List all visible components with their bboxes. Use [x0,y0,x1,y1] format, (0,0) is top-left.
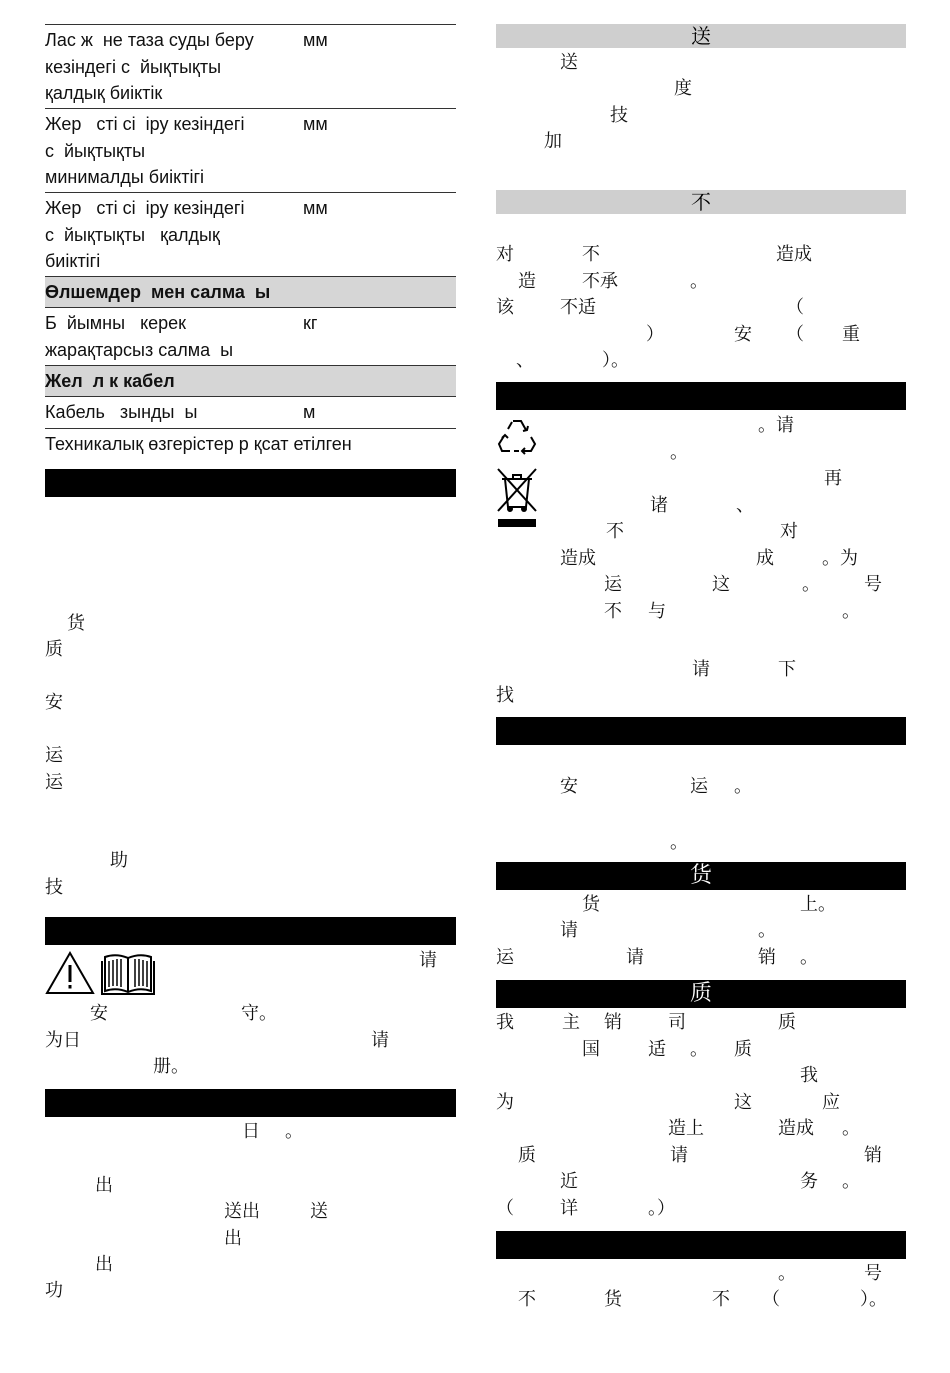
text-fragment: 送 [310,1201,328,1222]
text-fragment: 近 [560,1171,578,1192]
text-fragment: 找 [496,685,514,706]
text-fragment: 、 [736,495,754,516]
text-fragment: 主 [562,1012,580,1033]
spec-row-residual-height [45,24,456,109]
text-fragment: 不 [606,521,624,542]
text-fragment: 。） [648,1198,675,1219]
text-fragment: 运 [496,947,514,968]
section-bar-intro [45,469,456,497]
spec-label: Б йымны керек жарақтарсыз салма ы [45,313,234,360]
text-fragment: 。 [734,776,752,797]
spec-unit: кг [303,313,318,333]
text-fragment: 货 [582,894,600,915]
spec-row-min-height [45,108,456,193]
section-bar-send: 送 [496,24,906,48]
text-fragment: 安 [45,692,63,713]
text-fragment: （ [786,324,804,345]
text-fragment: 这 [712,574,730,595]
spec-row-weight [45,307,456,366]
section-bar-transport [496,717,906,745]
text-fragment: 我 [496,1012,514,1033]
spec-label: Жер сті сі іру кезіндегі с йықтықты қалдық биіктігі [45,198,245,271]
text-fragment: 号 [864,1263,882,1284]
text-fragment: 。 [802,574,820,595]
text-fragment: （ [496,1198,514,1219]
text-fragment: 安 [90,1003,108,1024]
text-fragment: 不 [518,1289,536,1310]
text-fragment: 度 [674,78,692,99]
text-fragment: 技 [45,877,63,898]
section-bar-cargo: 货 [496,862,906,890]
text-fragment: 请 [371,1030,389,1051]
text-fragment: 。 [800,947,818,968]
spec-label: Жер сті сі іру кезіндегі с йықтықты минималды биіктігі [45,114,245,187]
text-fragment: 销 [864,1145,882,1166]
spec-unit: м [303,402,316,422]
text-fragment: 销 [604,1012,622,1033]
text-fragment: 。 [778,1263,796,1284]
spec-unit: мм [303,198,328,218]
text-fragment: 质 [518,1145,536,1166]
text-fragment: 出 [95,1175,113,1196]
text-fragment: （ [762,1289,780,1310]
text-fragment: 这 [734,1092,752,1113]
text-fragment: 司 [668,1012,686,1033]
text-fragment: 、 [516,350,534,371]
spec-unit: мм [303,30,328,50]
section-bar-safety [45,917,456,945]
text-fragment: 送出 [224,1201,260,1222]
text-fragment: 造成 [560,548,596,569]
spec-section-cable: Жел л к кабел [45,365,456,396]
text-fragment: 运 [604,574,622,595]
manual-book-icon [101,951,155,995]
text-fragment: 号 [864,574,882,595]
text-fragment: 下 [778,659,796,680]
text-fragment: ）。 [602,350,629,371]
text-fragment: 不承 [582,271,618,292]
text-fragment: 出 [224,1228,242,1249]
text-fragment: 不适 [560,297,596,318]
text-fragment: 。 [670,832,688,853]
spec-row-floor-residual [45,192,456,277]
text-fragment: 货 [67,613,85,634]
text-fragment: 再 [824,468,842,489]
text-fragment: 请 [692,659,710,680]
text-fragment: 质 [734,1039,752,1060]
text-fragment: 。 [842,1171,860,1192]
text-fragment: 请 [419,950,437,971]
text-fragment: 该 [496,297,514,318]
text-fragment: 销 [758,947,776,968]
text-fragment: 技 [610,105,628,126]
text-fragment: ）。 [860,1289,887,1310]
text-fragment: 造 [518,271,536,292]
spec-note: Техникалық өзгерістер р қсат етілген [45,428,456,461]
spec-section-weights: Өлшемдер мен салма ы [45,276,456,307]
text-fragment: 。 [842,601,860,622]
text-fragment: 国 [582,1039,600,1060]
text-fragment: 请 [626,947,644,968]
text-fragment: 。 [842,1118,860,1139]
text-fragment: 对 [496,244,514,265]
text-fragment: 加 [544,131,562,152]
text-fragment: 货 [604,1289,622,1310]
text-fragment: 对 [780,521,798,542]
text-fragment: 安 [560,776,578,797]
text-fragment: 造成 [778,1118,814,1139]
section-bar-environment [496,382,906,410]
text-fragment: 适 [648,1039,666,1060]
text-fragment: 质 [45,639,63,660]
spec-row-cable-length [45,396,456,429]
spec-label: Лас ж не таза суды беру кезіндегі с йықтықты қалдық биіктік [45,30,254,103]
text-fragment: 。为 [822,548,858,569]
section-bar-final [496,1231,906,1259]
text-fragment: 质 [778,1012,796,1033]
text-fragment: 守。 [241,1003,277,1024]
text-fragment: 。 [690,271,708,292]
text-fragment: 与 [648,601,666,622]
recycle-icon [496,415,538,457]
text-fragment: 我 [800,1065,818,1086]
text-fragment: （ [786,297,804,318]
section-bar-quality: 质 [496,980,906,1008]
crossed-bin-icon [496,467,538,529]
text-fragment: 运 [45,745,63,766]
text-fragment: 功 [45,1280,63,1301]
section-bar-operation [45,1089,456,1117]
text-fragment: 。 [670,442,688,463]
text-fragment: ） [646,324,664,345]
text-fragment: 安 [734,324,752,345]
warning-triangle-icon [45,951,95,995]
text-fragment: 。请 [758,415,794,436]
text-fragment: 出 [95,1254,113,1275]
text-fragment: 日 [242,1121,260,1142]
text-fragment: 不 [712,1289,730,1310]
text-fragment: 请 [670,1145,688,1166]
text-fragment: 。 [285,1121,303,1142]
text-fragment: 为日 [45,1030,81,1051]
text-fragment: 重 [842,324,860,345]
text-fragment: 成 [756,548,774,569]
text-fragment: 为 [496,1092,514,1113]
text-fragment: 。 [758,920,776,941]
spec-unit: мм [303,114,328,134]
text-fragment: 上。 [800,894,836,915]
text-fragment: 诸 [650,495,668,516]
section-bar-not: 不 [496,190,906,214]
spec-label: Кабель зынды ы [45,402,198,422]
text-fragment: 不 [604,601,622,622]
text-fragment: 详 [560,1198,578,1219]
text-fragment: 请 [560,920,578,941]
text-fragment: 造上 [668,1118,704,1139]
text-fragment: 造成 [776,244,812,265]
text-fragment: 运 [45,772,63,793]
text-fragment: 应 [822,1092,840,1113]
text-fragment: 务 [800,1171,818,1192]
text-fragment: 册。 [153,1056,189,1077]
text-fragment: 运 [690,776,708,797]
text-fragment: 不 [582,244,600,265]
text-fragment: 送 [560,52,578,73]
text-fragment: 助 [110,850,128,871]
text-fragment: 。 [690,1039,708,1060]
